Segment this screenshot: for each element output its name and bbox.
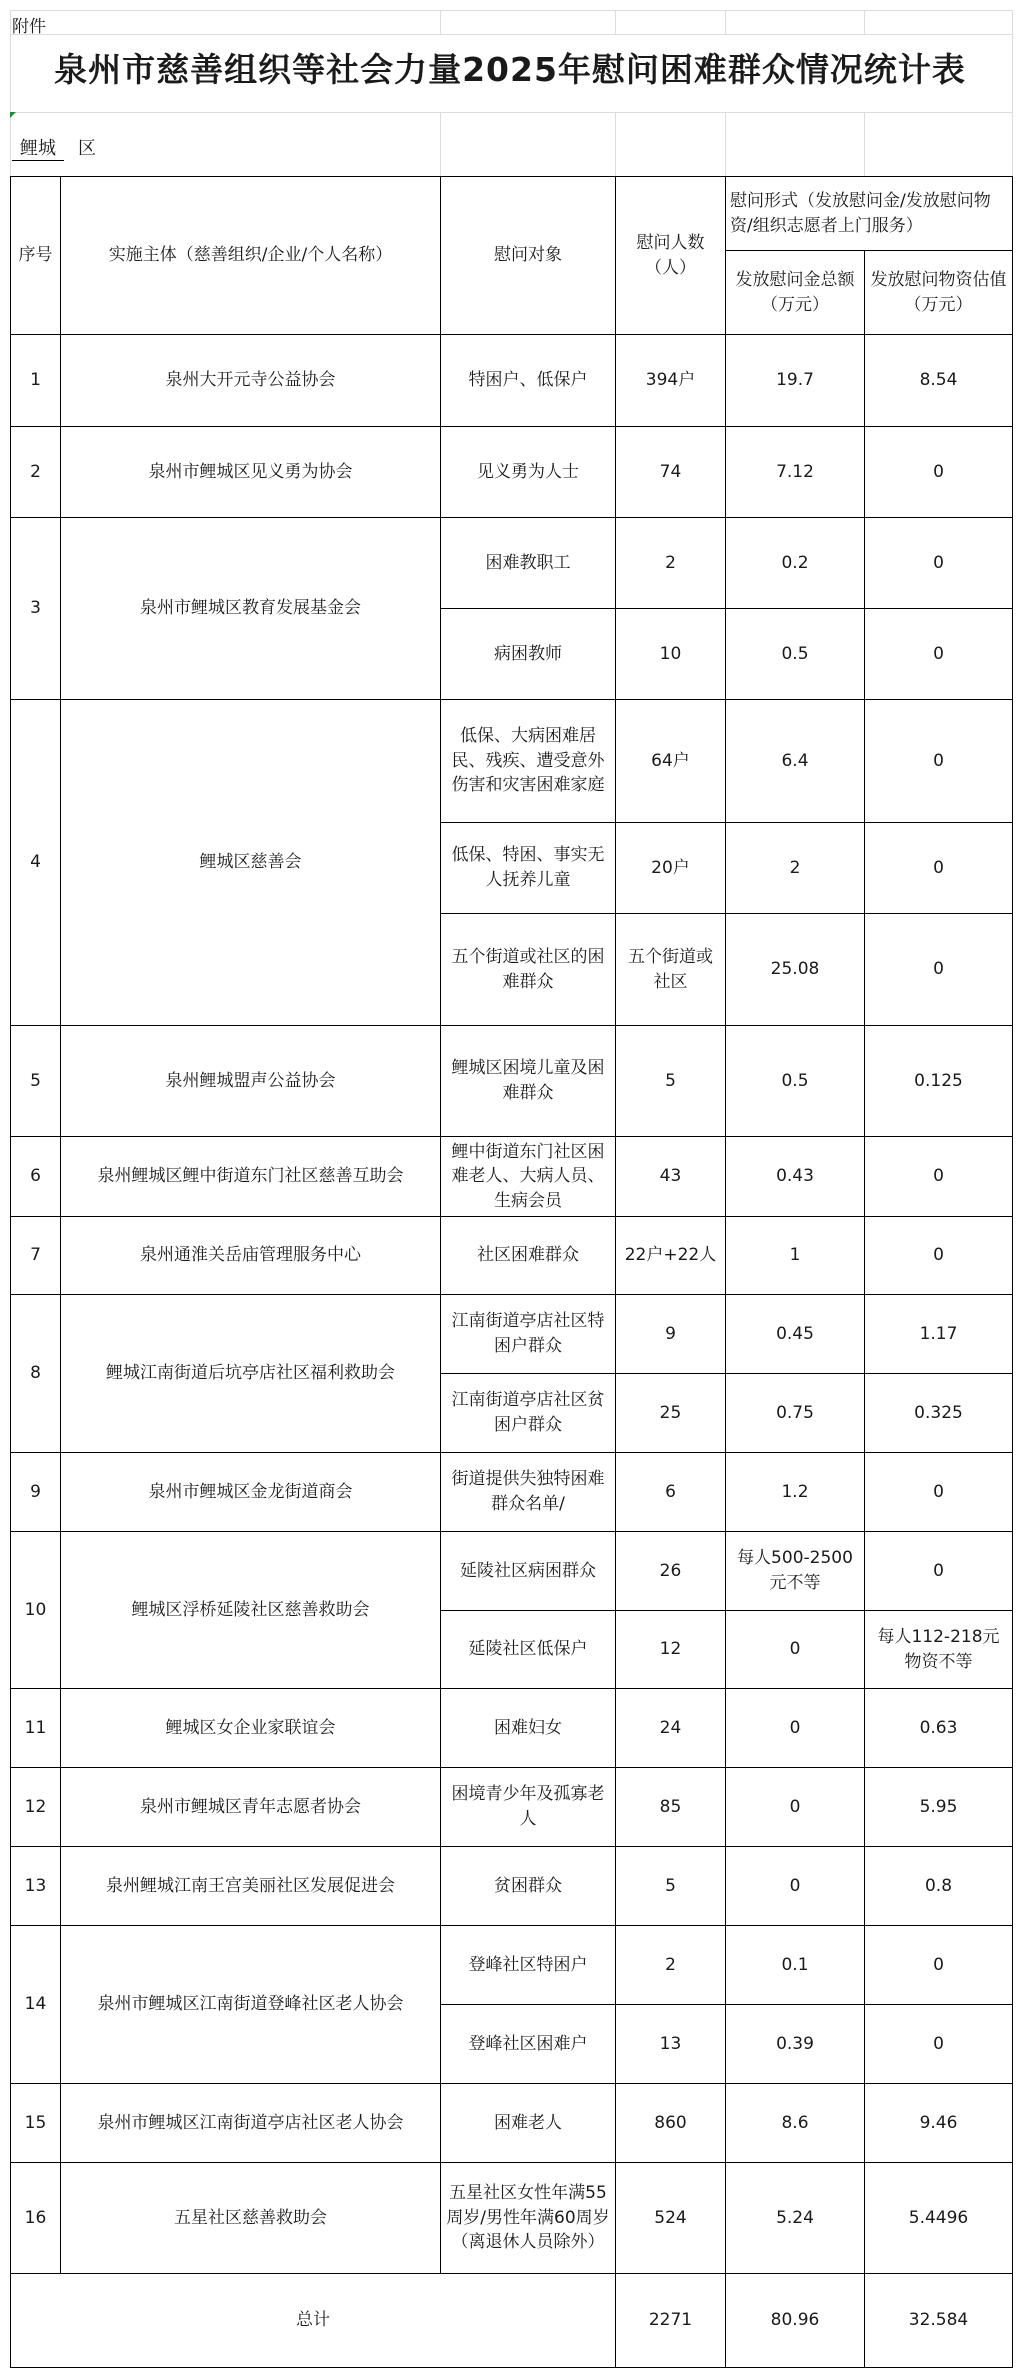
cell-entity: 泉州市鲤城区江南街道登峰社区老人协会 (61, 1926, 441, 2084)
cell-count: 2 (616, 518, 726, 609)
gridline (725, 112, 726, 176)
cell-seq: 2 (11, 427, 61, 518)
attachment-label: 附件 (12, 17, 46, 37)
cell-cash: 0.5 (726, 609, 865, 700)
table-body (11, 335, 1013, 2368)
cell-goods: 0 (865, 1137, 1013, 1217)
cell-goods: 0 (865, 1453, 1013, 1532)
cell-goods: 0 (865, 823, 1013, 914)
gridline (725, 10, 726, 34)
cell-goods: 0 (865, 518, 1013, 609)
cell-count: 64户 (616, 700, 726, 823)
header-seq: 序号 (11, 177, 61, 335)
cell-entity: 泉州鲤城区鲤中街道东门社区慈善互助会 (61, 1137, 441, 1217)
cell-target: 登峰社区特困户 (441, 1926, 616, 2005)
cell-target: 延陵社区低保户 (441, 1611, 616, 1689)
cell-goods: 0 (865, 2005, 1013, 2084)
header-cash: 发放慰问金总额（万元） (726, 251, 865, 335)
table-row (11, 1532, 1013, 1611)
header-goods: 发放慰问物资估值（万元） (865, 251, 1013, 335)
header-form: 慰问形式（发放慰问金/发放慰问物资/组织志愿者上门服务） (726, 177, 1013, 251)
cell-target: 登峰社区困难户 (441, 2005, 616, 2084)
cell-cash: 0 (726, 1768, 865, 1847)
cell-target: 困境青少年及孤寡老人 (441, 1768, 616, 1847)
cell-target: 五个街道或社区的困难群众 (441, 914, 616, 1026)
cell-seq: 10 (11, 1532, 61, 1689)
table-row (11, 2163, 1013, 2274)
cell-cash: 0.2 (726, 518, 865, 609)
cell-cash: 0 (726, 1689, 865, 1768)
cell-target: 困难教职工 (441, 518, 616, 609)
table-row (11, 1847, 1013, 1926)
cell-goods: 9.46 (865, 2084, 1013, 2163)
cell-entity: 泉州市鲤城区金龙街道商会 (61, 1453, 441, 1532)
cell-count: 22户+22人 (616, 1217, 726, 1295)
cell-target: 困难老人 (441, 2084, 616, 2163)
cell-target: 江南街道亭店社区特困户群众 (441, 1295, 616, 1374)
cell-goods: 0 (865, 700, 1013, 823)
cell-target: 街道提供失独特困难群众名单/ (441, 1453, 616, 1532)
cell-target: 特困户、低保户 (441, 335, 616, 427)
cell-entity: 泉州通淮关岳庙管理服务中心 (61, 1217, 441, 1295)
table-row (11, 1453, 1013, 1532)
cell-seq: 16 (11, 2163, 61, 2274)
table-row (11, 700, 1013, 823)
gridline (10, 112, 1012, 113)
cell-target: 病困教师 (441, 609, 616, 700)
cell-count: 13 (616, 2005, 726, 2084)
cell-goods: 1.17 (865, 1295, 1013, 1374)
cell-goods: 0 (865, 609, 1013, 700)
cell-marker-icon (10, 112, 16, 118)
cell-count: 2 (616, 1926, 726, 2005)
cell-target: 鲤中街道东门社区困难老人、大病人员、生病会员 (441, 1137, 616, 1217)
cell-count: 五个街道或社区 (616, 914, 726, 1026)
cell-count: 5 (616, 1026, 726, 1137)
cell-cash: 25.08 (726, 914, 865, 1026)
cell-entity: 泉州市鲤城区教育发展基金会 (61, 518, 441, 700)
cell-goods: 0.8 (865, 1847, 1013, 1926)
table-row (11, 1026, 1013, 1137)
cell-seq: 6 (11, 1137, 61, 1217)
table-row (11, 518, 1013, 609)
cell-goods: 0 (865, 1532, 1013, 1611)
cell-count: 25 (616, 1374, 726, 1453)
total-count: 2271 (616, 2274, 726, 2368)
cell-cash: 5.24 (726, 2163, 865, 2274)
table-row (11, 1689, 1013, 1768)
cell-cash: 6.4 (726, 700, 865, 823)
cell-target: 贫困群众 (441, 1847, 616, 1926)
cell-cash: 1.2 (726, 1453, 865, 1532)
cell-goods: 5.95 (865, 1768, 1013, 1847)
cell-seq: 13 (11, 1847, 61, 1926)
cell-cash: 1 (726, 1217, 865, 1295)
cell-entity: 泉州大开元寺公益协会 (61, 335, 441, 427)
cell-entity: 泉州鲤城盟声公益协会 (61, 1026, 441, 1137)
cell-count: 26 (616, 1532, 726, 1611)
cell-goods: 0 (865, 1217, 1013, 1295)
cell-cash: 0 (726, 1611, 865, 1689)
table-row (11, 1768, 1013, 1847)
cell-count: 6 (616, 1453, 726, 1532)
cell-target: 五星社区女性年满55周岁/男性年满60周岁（离退休人员除外） (441, 2163, 616, 2274)
cell-cash: 0.45 (726, 1295, 865, 1374)
cell-target: 延陵社区病困群众 (441, 1532, 616, 1611)
cell-seq: 4 (11, 700, 61, 1026)
cell-target: 鲤城区困境儿童及困难群众 (441, 1026, 616, 1137)
cell-count: 5 (616, 1847, 726, 1926)
gridline (10, 10, 11, 176)
table-row (11, 2084, 1013, 2163)
cell-target: 江南街道亭店社区贫困户群众 (441, 1374, 616, 1453)
gridline (440, 10, 441, 34)
cell-target: 困难妇女 (441, 1689, 616, 1768)
gridline (615, 10, 616, 34)
table-row (11, 1137, 1013, 1217)
statistics-table (10, 176, 1013, 2368)
table-row (11, 335, 1013, 427)
cell-entity: 鲤城区慈善会 (61, 700, 441, 1026)
table-row (11, 1217, 1013, 1295)
cell-entity: 鲤城区女企业家联谊会 (61, 1689, 441, 1768)
cell-seq: 3 (11, 518, 61, 700)
cell-cash: 19.7 (726, 335, 865, 427)
table-row (11, 427, 1013, 518)
gridline (10, 10, 1012, 11)
cell-goods: 8.54 (865, 335, 1013, 427)
total-row (11, 2274, 1013, 2368)
cell-entity: 五星社区慈善救助会 (61, 2163, 441, 2274)
gridline (615, 112, 616, 176)
table-row (11, 1926, 1013, 2005)
cell-cash: 0.1 (726, 1926, 865, 2005)
cell-seq: 9 (11, 1453, 61, 1532)
cell-count: 43 (616, 1137, 726, 1217)
cell-goods: 0.63 (865, 1689, 1013, 1768)
table-row (11, 1295, 1013, 1374)
cell-target: 见义勇为人士 (441, 427, 616, 518)
cell-cash: 8.6 (726, 2084, 865, 2163)
district-suffix: 区 (78, 138, 96, 159)
cell-count: 12 (616, 1611, 726, 1689)
cell-cash: 0.75 (726, 1374, 865, 1453)
cell-entity: 泉州市鲤城区见义勇为协会 (61, 427, 441, 518)
cell-entity: 泉州市鲤城区青年志愿者协会 (61, 1768, 441, 1847)
header-target: 慰问对象 (441, 177, 616, 335)
cell-seq: 7 (11, 1217, 61, 1295)
district-line (12, 134, 96, 161)
cell-goods: 0.125 (865, 1026, 1013, 1137)
cell-cash: 0.39 (726, 2005, 865, 2084)
cell-entity: 泉州市鲤城区江南街道亭店社区老人协会 (61, 2084, 441, 2163)
cell-count: 85 (616, 1768, 726, 1847)
cell-cash: 0 (726, 1847, 865, 1926)
cell-count: 10 (616, 609, 726, 700)
cell-cash: 每人500-2500元不等 (726, 1532, 865, 1611)
table-header (11, 177, 1013, 335)
total-goods: 32.584 (865, 2274, 1013, 2368)
cell-goods: 每人112-218元物资不等 (865, 1611, 1013, 1689)
total-cash: 80.96 (726, 2274, 865, 2368)
cell-seq: 11 (11, 1689, 61, 1768)
cell-count: 524 (616, 2163, 726, 2274)
gridline (864, 112, 865, 176)
total-label: 总计 (11, 2274, 616, 2368)
cell-seq: 15 (11, 2084, 61, 2163)
cell-count: 20户 (616, 823, 726, 914)
cell-seq: 12 (11, 1768, 61, 1847)
cell-goods: 5.4496 (865, 2163, 1013, 2274)
cell-seq: 5 (11, 1026, 61, 1137)
cell-target: 低保、特困、事实无人抚养儿童 (441, 823, 616, 914)
cell-goods: 0 (865, 914, 1013, 1026)
cell-count: 24 (616, 1689, 726, 1768)
header-entity: 实施主体（慈善组织/企业/个人名称） (61, 177, 441, 335)
cell-entity: 鲤城区浮桥延陵社区慈善救助会 (61, 1532, 441, 1689)
gridline (1012, 10, 1013, 176)
cell-goods: 0 (865, 427, 1013, 518)
cell-seq: 8 (11, 1295, 61, 1453)
gridline (440, 112, 441, 176)
cell-target: 低保、大病困难居民、残疾、遭受意外伤害和灾害困难家庭 (441, 700, 616, 823)
gridline (10, 34, 1012, 35)
header-count: 慰问人数（人） (616, 177, 726, 335)
cell-cash: 2 (726, 823, 865, 914)
cell-count: 860 (616, 2084, 726, 2163)
cell-seq: 14 (11, 1926, 61, 2084)
cell-cash: 0.5 (726, 1026, 865, 1137)
cell-count: 9 (616, 1295, 726, 1374)
cell-seq: 1 (11, 335, 61, 427)
cell-entity: 泉州鲤城江南王宫美丽社区发展促进会 (61, 1847, 441, 1926)
cell-target: 社区困难群众 (441, 1217, 616, 1295)
cell-count: 74 (616, 427, 726, 518)
cell-cash: 0.43 (726, 1137, 865, 1217)
cell-cash: 7.12 (726, 427, 865, 518)
gridline (864, 10, 865, 34)
cell-entity: 鲤城江南街道后坑亭店社区福利救助会 (61, 1295, 441, 1453)
page-title: 泉州市慈善组织等社会力量2025年慰问困难群众情况统计表 (54, 50, 966, 89)
district-name: 鲤城 (12, 134, 64, 161)
cell-goods: 0 (865, 1926, 1013, 2005)
cell-count: 394户 (616, 335, 726, 427)
cell-goods: 0.325 (865, 1374, 1013, 1453)
